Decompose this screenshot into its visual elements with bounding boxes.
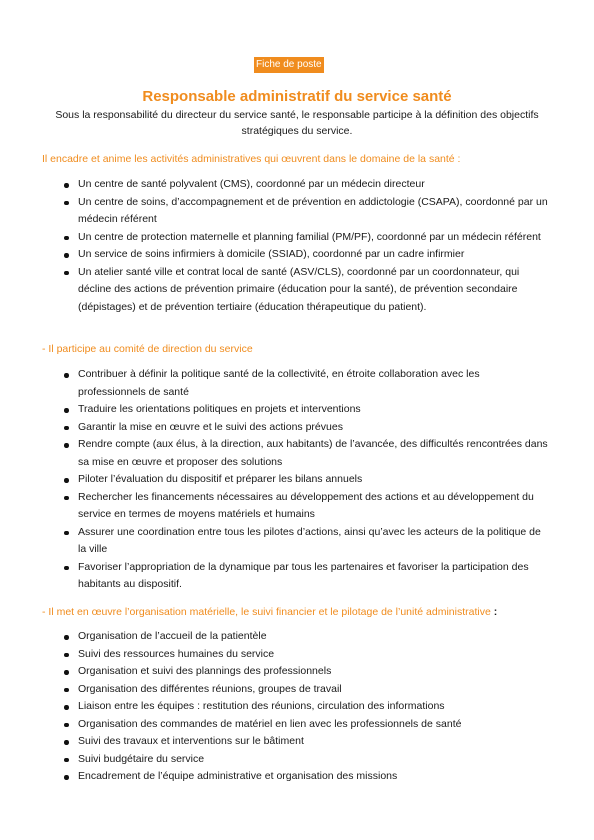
activities-list [78,176,548,316]
organisation-list [78,628,548,786]
list-item: Un atelier santé ville et contrat local de santé (ASV/CLS), coordonné par un coordonnateur, qui décline des actions de prévention primaire (éducation pour la santé), de prévention secondaire (dépistages) et de prévention tertiaire (éducation thérapeutique du patient). [78,264,548,317]
list-item: Contribuer à définir la politique santé de la collectivité, en étroite collaboration avec les professionnels de santé [78,366,548,401]
list-item: Organisation de l’accueil de la patientèle [78,628,548,646]
list-item: Rendre compte (aux élus, à la direction, aux habitants) de l’avancée, des difficultés rencontrées dans sa mise en œuvre et proposer des solutions [78,436,548,471]
list-item: Organisation des différentes réunions, groupes de travail [78,681,548,699]
section-heading-organisation [42,604,562,620]
section-heading-activities: Il encadre et anime les activités administratives qui œuvrent dans le domaine de la santé : [42,153,461,165]
list-item: Favoriser l’appropriation de la dynamique par tous les partenaires et favoriser la participation des habitants au dispositif. [78,559,548,594]
document-type-badge: Fiche de poste [254,57,324,73]
list-item: Piloter l’évaluation du dispositif et préparer les bilans annuels [78,471,548,489]
list-item: Un centre de santé polyvalent (CMS), coordonné par un médecin directeur [78,176,548,194]
section-heading-colon: : [490,606,498,618]
list-item: Garantir la mise en œuvre et le suivi des actions prévues [78,419,548,437]
list-item: Encadrement de l’équipe administrative et organisation des missions [78,768,548,786]
list-item: Traduire les orientations politiques en projets et interventions [78,401,548,419]
list-item: Assurer une coordination entre tous les pilotes d’actions, ainsi qu’avec les acteurs de la politique de la ville [78,524,548,559]
list-item: Liaison entre les équipes : restitution des réunions, circulation des informations [78,698,548,716]
list-item: Organisation et suivi des plannings des professionnels [78,663,548,681]
list-item: Suivi budgétaire du service [78,751,548,769]
section-heading-organisation-text: - Il met en œuvre l’organisation matérielle, le suivi financier et le pilotage de l’unité administrative [42,606,491,618]
list-item: Suivi des ressources humaines du service [78,646,548,664]
list-item: Un centre de protection maternelle et planning familial (PM/PF), coordonné par un médecin référent [78,229,548,247]
section-heading-steering-committee: - Il participe au comité de direction du service [42,343,253,355]
list-item: Rechercher les financements nécessaires au développement des actions et au développement du service en termes de moyens matériels et humains [78,489,548,524]
list-item: Un centre de soins, d’accompagnement et de prévention en addictologie (CSAPA), coordonné par un médecin référent [78,194,548,229]
steering-committee-list [78,366,548,594]
intro-paragraph: Sous la responsabilité du directeur du service santé, le responsable participe à la définition des objectifs stratégiques du service. [55,109,539,137]
list-item: Organisation des commandes de matériel en lien avec les professionnels de santé [78,716,548,734]
list-item: Suivi des travaux et interventions sur le bâtiment [78,733,548,751]
list-item: Un service de soins infirmiers à domicile (SSIAD), coordonné par un cadre infirmier [78,246,548,264]
page-title: Responsable administratif du service santé [142,88,452,105]
